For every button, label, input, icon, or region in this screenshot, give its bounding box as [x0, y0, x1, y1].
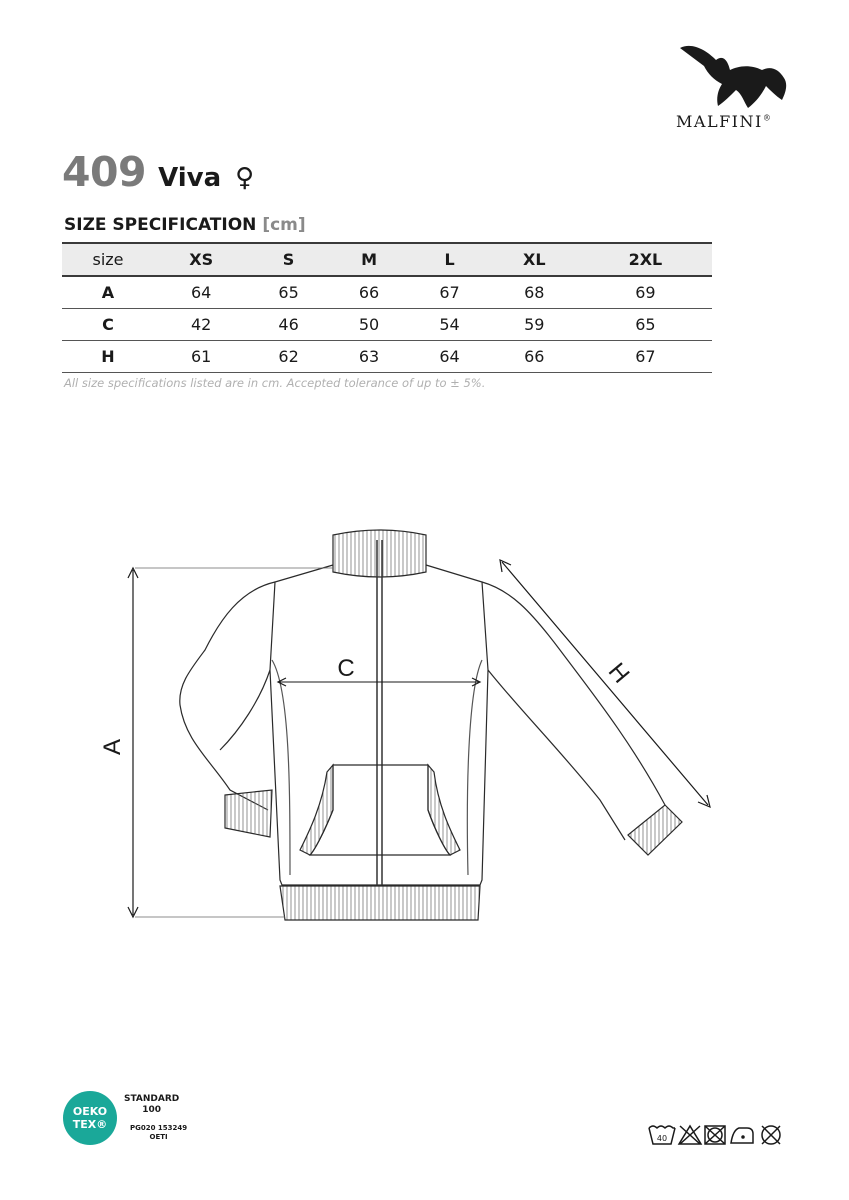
size-spec-heading	[64, 215, 306, 235]
table-cell: 42	[190, 315, 212, 334]
header-cell: L	[444, 250, 455, 269]
table-cell: 61	[190, 347, 212, 366]
table-cell: 62	[278, 347, 299, 366]
no-tumble-dry-icon	[705, 1126, 725, 1144]
table-cell: 63	[358, 347, 380, 366]
header-cell: 2XL	[628, 250, 663, 269]
care-icons	[647, 1122, 799, 1148]
table-row	[62, 341, 712, 373]
table-cell: 54	[439, 315, 460, 334]
table-cell: 65	[635, 315, 656, 334]
header-cell: M	[361, 250, 378, 269]
table-cell: 64	[439, 347, 460, 366]
oeko-text: OEKO	[72, 1105, 108, 1118]
table-cell: 67	[439, 283, 460, 302]
jacket-diagram	[90, 510, 730, 934]
brand-logo	[670, 40, 800, 112]
header-cell: XS	[189, 250, 214, 269]
standard-label: STANDARD	[124, 1094, 180, 1104]
row-label: C	[102, 315, 114, 334]
bird-logo-icon	[670, 40, 800, 112]
row-label: A	[101, 283, 115, 302]
table-cell: 59	[524, 315, 545, 334]
iron-low-icon	[731, 1128, 753, 1143]
table-cell: 65	[278, 283, 299, 302]
table-cell: 50	[358, 315, 380, 334]
care-symbols	[647, 1122, 799, 1152]
table-cell: 68	[524, 283, 545, 302]
label-c: C	[337, 655, 355, 682]
table-cell: 67	[635, 347, 656, 366]
table-cell: 66	[358, 283, 380, 302]
wash-temp: 40	[656, 1134, 668, 1143]
oeko-standard	[124, 1094, 179, 1116]
brand-wordmark: MALFINI	[676, 112, 763, 131]
header-cell: XL	[523, 250, 546, 269]
label-h: H	[602, 657, 635, 689]
size-table	[62, 242, 712, 373]
size-table-header	[62, 243, 712, 276]
oeko-tex-logo-icon	[62, 1090, 118, 1146]
product-code: 409	[62, 148, 147, 196]
brand-name	[676, 112, 772, 131]
tolerance-note: All size specifications listed are in cm. Accepted tolerance of up to ± 5%.	[64, 376, 486, 390]
size-spec-title: SIZE SPECIFICATION	[64, 215, 257, 235]
oeko-cert-code	[130, 1124, 187, 1142]
oeko-tex-badge	[62, 1090, 118, 1150]
label-a: A	[99, 738, 126, 756]
table-row	[62, 276, 712, 309]
product-name: Viva	[158, 163, 222, 193]
jacket-illustration	[90, 510, 730, 930]
cert-code: PG020 153249	[130, 1124, 188, 1132]
tex-text: TEX®	[72, 1118, 108, 1131]
cert-institute: OETI	[149, 1133, 168, 1141]
product-title	[62, 148, 254, 196]
header-cell: S	[282, 250, 295, 269]
size-spec-unit: [cm]	[262, 215, 306, 235]
table-cell: 66	[524, 347, 545, 366]
header-cell: size	[92, 250, 124, 269]
standard-number: 100	[142, 1105, 162, 1115]
table-cell: 64	[190, 283, 212, 302]
table-cell: 69	[635, 283, 656, 302]
no-bleach-icon	[679, 1126, 701, 1144]
no-dry-clean-icon	[762, 1126, 780, 1144]
female-symbol: ♀	[235, 163, 255, 193]
registered-mark: ®	[762, 113, 773, 123]
row-label: H	[101, 347, 115, 366]
table-cell: 46	[278, 315, 299, 334]
table-row	[62, 309, 712, 341]
